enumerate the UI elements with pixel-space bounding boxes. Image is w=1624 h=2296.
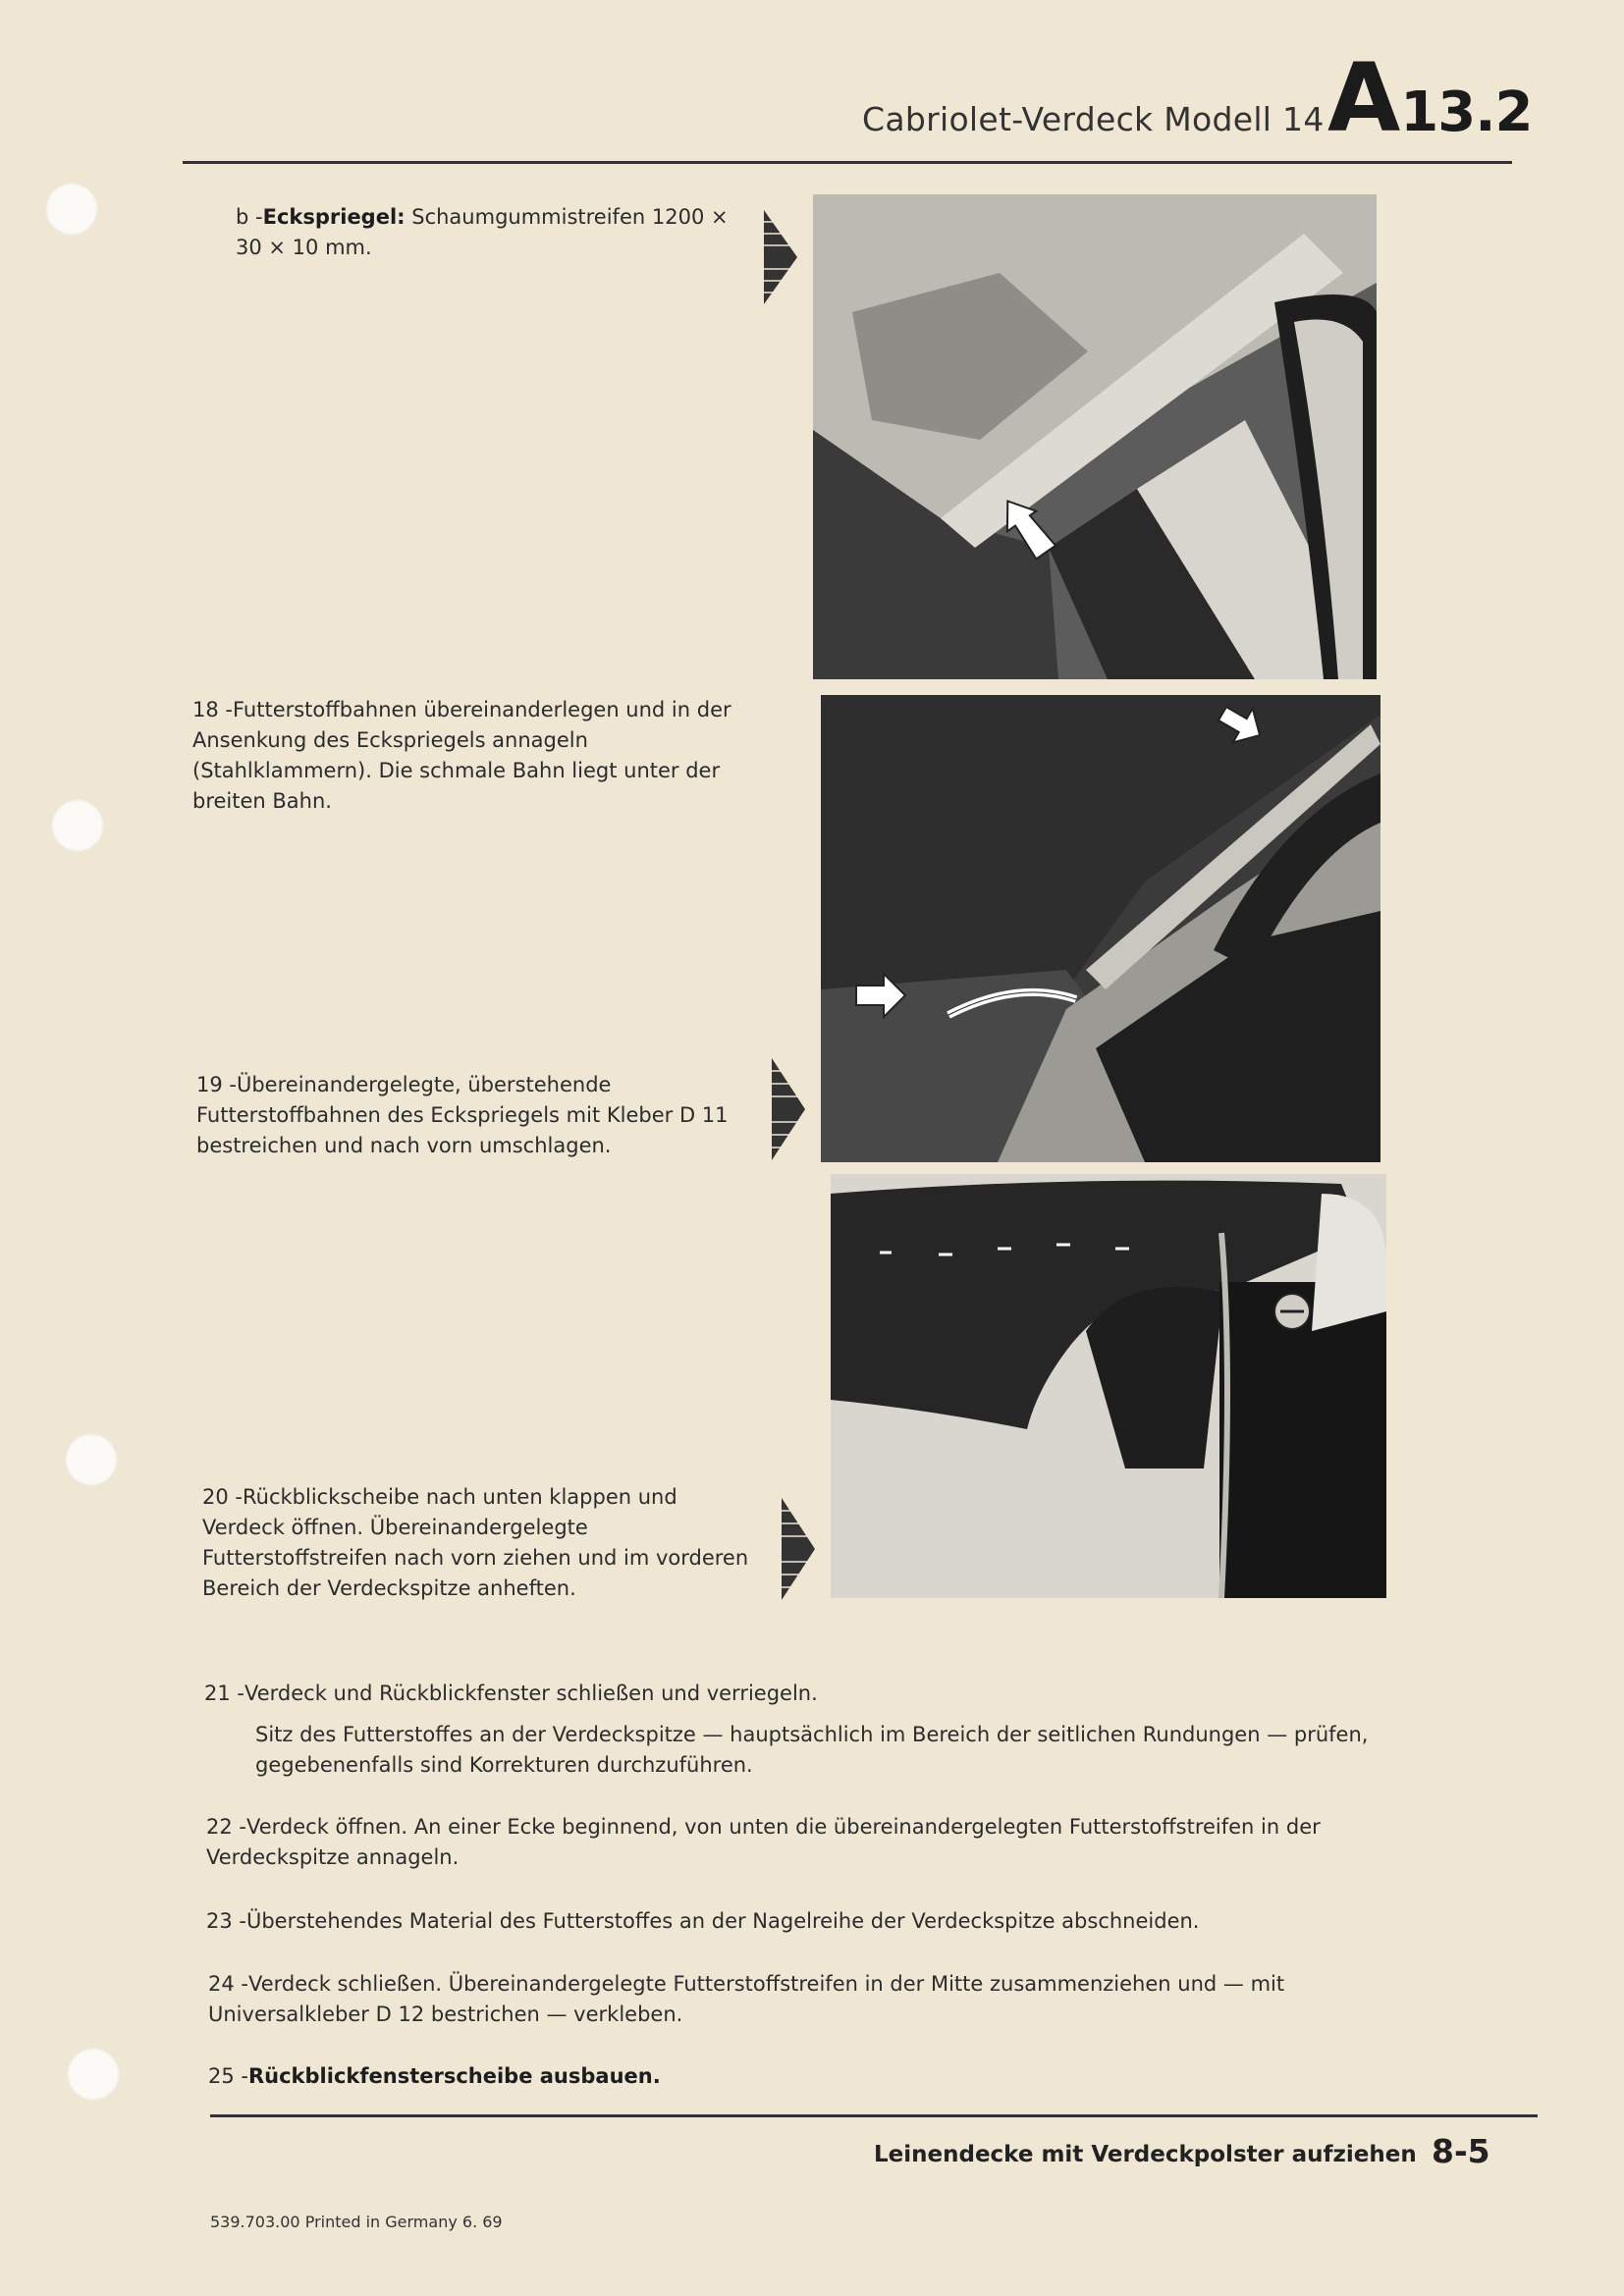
step-text: Rückblickscheibe nach unten klappen und Verdeck öffnen. Übereinandergelegte Futterstoffstreifen nach vorn ziehen und im vorderen Bereich der Verdeckspitze anheften.: [202, 1485, 749, 1600]
step-text: Futterstoffbahnen übereinanderlegen und in der Ansenkung des Eckspriegels annageln (Stahlklammern). Die schmale Bahn liegt unter der breiten Bahn.: [192, 698, 731, 813]
step-21: [204, 1679, 1402, 1709]
step-heading: Rückblickfensterscheibe ausbauen.: [247, 2064, 661, 2088]
photo-corner-bow-foam-strip: [813, 194, 1377, 679]
step-18: [192, 695, 752, 817]
arrow-right-icon: [772, 1058, 805, 1160]
step-number: b -: [236, 205, 263, 229]
step-text: Übereinandergelegte, überstehende Futterstoffbahnen des Eckspriegels mit Kleber D 11 bestreichen und nach vorn umschlagen.: [196, 1073, 729, 1157]
step-number: 18 -: [192, 698, 233, 721]
binder-hole: [45, 183, 98, 236]
page-title: Cabriolet-Verdeck Modell 14: [862, 100, 1325, 138]
step-20: [202, 1482, 762, 1604]
step-b: [236, 202, 746, 263]
step-heading: Eckspriegel:: [262, 205, 406, 229]
binder-hole: [65, 1433, 118, 1486]
arrow-right-icon: [782, 1498, 815, 1600]
step-19: [196, 1070, 756, 1161]
footer-rule: [210, 2114, 1538, 2117]
step-text: Verdeck und Rückblickfenster schließen und verriegeln.: [244, 1682, 818, 1705]
section-number: 13.2: [1400, 80, 1533, 144]
step-text: Überstehendes Material des Futterstoffes an der Nagelreihe der Verdeckspitze abschneiden.: [245, 1909, 1200, 1933]
step-number: 21 -: [204, 1682, 244, 1705]
step-number: 24 -: [208, 1972, 248, 1996]
step-text: Verdeck öffnen. An einer Ecke beginnend, von unten die übereinandergelegten Futterstoffstreifen in der Verdeckspitze annageln.: [206, 1815, 1321, 1869]
step-text: Verdeck schließen. Übereinandergelegte Futterstoffstreifen in der Mitte zusammenziehen und — mit Universalkleber D 12 bestrichen — verkleben.: [208, 1972, 1285, 2026]
step-25: [208, 2061, 1402, 2092]
step-24: [208, 1969, 1402, 2030]
photo-lining-strips-nailed: [821, 695, 1380, 1162]
step-number: 22 -: [206, 1815, 246, 1839]
step-text: Schaumgummistreifen 1200 × 30 × 10 mm.: [236, 205, 729, 259]
step-number: 25 -: [208, 2064, 248, 2088]
step-22: [206, 1812, 1400, 1873]
print-info: 539.703.00 Printed in Germany 6. 69: [210, 2213, 503, 2231]
section-code: [1327, 43, 1532, 153]
step-21-note: [255, 1720, 1402, 1781]
page-number: 8-5: [1432, 2132, 1490, 2170]
binder-hole: [51, 799, 104, 852]
section-letter: A: [1327, 43, 1399, 153]
binder-hole: [67, 2048, 120, 2101]
photo-roof-tip-open: [831, 1174, 1386, 1598]
step-number: 19 -: [196, 1073, 237, 1096]
footer-title: Leinendecke mit Verdeckpolster aufziehen: [874, 2142, 1417, 2167]
arrow-right-icon: [764, 210, 797, 304]
step-text: Sitz des Futterstoffes an der Verdeckspitze — hauptsächlich im Bereich der seitlichen Rundungen — prüfen, gegebenenfalls sind Korrekturen durchzuführen.: [255, 1723, 1369, 1777]
step-number: 20 -: [202, 1485, 243, 1509]
header-rule: [183, 161, 1512, 164]
step-number: 23 -: [206, 1909, 246, 1933]
step-23: [206, 1906, 1400, 1937]
